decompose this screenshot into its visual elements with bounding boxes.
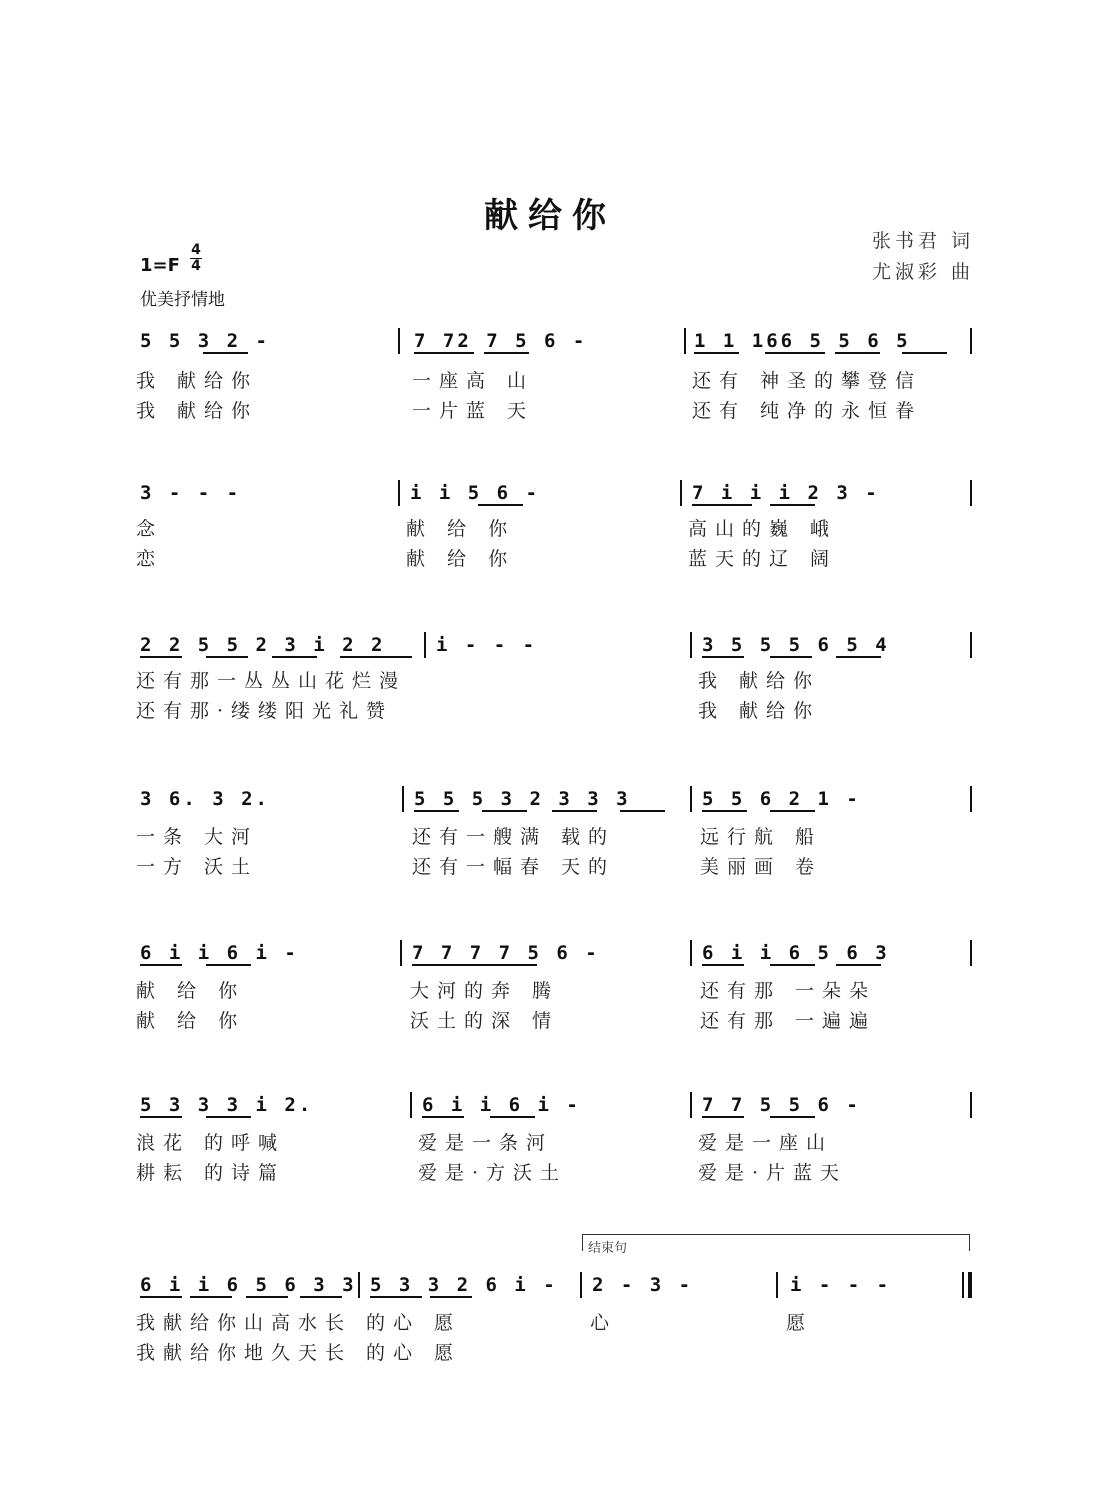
barline [400, 940, 402, 966]
lyric-v2: 我 献给你 [698, 700, 821, 722]
beam [203, 352, 248, 354]
measure-3-2: i - - - [436, 634, 538, 656]
barline [690, 632, 692, 658]
ending-label: 结束句 [588, 1241, 628, 1256]
lyric-v1: 的心 愿 [366, 1312, 462, 1334]
time-signature [190, 244, 202, 273]
lyric-v1: 我 献给你 [698, 670, 821, 692]
measure-6-3: 7 7 5 5 6 - [702, 1094, 861, 1116]
key-text: 1=F [140, 255, 180, 276]
measure-4-2: 5 5 5 3 2 3 3 3 [414, 788, 631, 810]
barline [776, 1272, 778, 1298]
beam [702, 656, 744, 658]
lyric-v1: 一条 大河 [136, 826, 259, 848]
lyric-v1: 念 [136, 518, 164, 540]
lyric-v2: 还有 纯净的永恒眷 [692, 400, 923, 422]
lyric-v1: 一座高 山 [412, 370, 535, 392]
beam [770, 656, 812, 658]
barline [690, 786, 692, 812]
tempo-marking: 优美抒情地 [140, 290, 225, 310]
measure-4-3: 5 5 6 2 1 - [702, 788, 861, 810]
beam [836, 964, 881, 966]
beam [206, 1116, 251, 1118]
lyric-v2: 我献给你地久天长 [136, 1342, 353, 1364]
beam [140, 1116, 182, 1118]
system-4 [0, 788, 1100, 928]
lyric-v1: 愿 [786, 1312, 814, 1334]
beam [140, 656, 182, 658]
beam [694, 352, 739, 354]
lyric-v1: 我献给你山高水长 [136, 1312, 353, 1334]
barline [402, 786, 404, 812]
lyric-v1: 还有 神圣的攀登信 [692, 370, 923, 392]
beam [770, 810, 815, 812]
barline [398, 328, 400, 354]
beam [702, 964, 744, 966]
lyric-v2: 爱是·方沃土 [418, 1162, 568, 1184]
final-barline-thick [968, 1272, 972, 1298]
beam [140, 964, 182, 966]
lyric-v1: 远行航 船 [700, 826, 823, 848]
barline [680, 480, 682, 506]
composer-credit: 尤淑彩 曲 [872, 261, 975, 283]
beam [414, 810, 459, 812]
barline [970, 786, 972, 812]
lyricist-credit: 张书君 词 [872, 230, 975, 252]
beam [765, 352, 825, 354]
beam [835, 352, 880, 354]
lyric-v1: 爱是一座山 [698, 1132, 834, 1154]
beam [430, 1296, 472, 1298]
lyric-v1: 爱是一条河 [418, 1132, 554, 1154]
system-3 [0, 634, 1100, 774]
final-barline-thin [962, 1272, 964, 1298]
measure-6-1: 5 3 3 3 i 2. [140, 1094, 314, 1116]
measure-2-1: 3 - - - [140, 482, 242, 504]
lyric-v2: 的心 愿 [366, 1342, 462, 1364]
beam [620, 810, 665, 812]
lyric-v2: 还有一幅春 天的 [412, 856, 616, 878]
barline [690, 1092, 692, 1118]
measure-7-2: 5 3 3 2 6 i - [370, 1274, 558, 1296]
system-2 [0, 482, 1100, 622]
system-6 [0, 1094, 1100, 1234]
beam [770, 964, 815, 966]
lyric-v1: 献 给 你 [406, 518, 516, 540]
beam [902, 352, 947, 354]
lyric-v2: 沃土的深 情 [410, 1010, 560, 1032]
time-bottom: 4 [191, 258, 201, 274]
beam [702, 810, 747, 812]
time-top: 4 [191, 242, 201, 258]
lyric-v2: 我 献给你 [136, 400, 259, 422]
measure-3-3: 3 5 5 5 6 5 4 [702, 634, 890, 656]
beam [478, 504, 523, 506]
system-7 [0, 1241, 1100, 1384]
lyric-v2: 一方 沃土 [136, 856, 259, 878]
measure-4-1: 3 6. 3 2. [140, 788, 270, 810]
measure-1-3: 1 1 166 5 5 6 5 [694, 330, 911, 352]
barline [358, 1272, 360, 1298]
beam [206, 656, 248, 658]
lyric-v2: 爱是·片蓝天 [698, 1162, 848, 1184]
barline [690, 940, 692, 966]
ending-bracket [582, 1234, 970, 1251]
lyric-v2: 蓝天的辽 阔 [688, 548, 838, 570]
beam [422, 1116, 464, 1118]
lyric-v2: 恋 [136, 548, 164, 570]
measure-1-1: 5 5 3 2 - [140, 330, 270, 352]
lyric-v2: 美丽画 卷 [700, 856, 823, 878]
lyric-v2: 一片蓝 天 [412, 400, 535, 422]
beam [340, 656, 412, 658]
lyric-v1: 心 [590, 1312, 618, 1334]
barline [398, 480, 400, 506]
beam [484, 352, 529, 354]
barline [970, 632, 972, 658]
lyric-v1: 献 给 你 [136, 980, 246, 1002]
beam [490, 1116, 535, 1118]
lyric-v1: 浪花 的呼喊 [136, 1132, 286, 1154]
lyric-v1: 还有那 一朵朵 [700, 980, 877, 1002]
system-5 [0, 942, 1100, 1082]
lyric-v2: 献 给 你 [406, 548, 516, 570]
lyric-v1: 还有一艘满 载的 [412, 826, 616, 848]
beam [206, 964, 251, 966]
barline [970, 1092, 972, 1118]
measure-6-2: 6 i i 6 i - [422, 1094, 581, 1116]
measure-5-3: 6 i i 6 5 6 3 [702, 942, 890, 964]
barline [970, 328, 972, 354]
lyric-v1: 还有那一丛丛山花烂漫 [136, 670, 407, 692]
beam [692, 504, 752, 506]
measure-5-2: 7 7 7 7 5 6 - [412, 942, 600, 964]
beam [246, 1296, 288, 1298]
beam [370, 1296, 422, 1298]
beam [770, 504, 815, 506]
key-signature [140, 255, 180, 276]
beam [300, 1296, 342, 1298]
song-title: 献给你 [484, 196, 616, 236]
beam [770, 1116, 815, 1118]
barline [424, 632, 426, 658]
lyric-v2: 还有那·缕缕阳光礼赞 [136, 700, 394, 722]
beam [552, 810, 597, 812]
lyric-v1: 我 献给你 [136, 370, 259, 392]
beam [482, 810, 527, 812]
measure-1-2: 7 72 7 5 6 - [414, 330, 588, 352]
measure-2-3: 7 i i i 2 3 - [692, 482, 880, 504]
lyric-v2: 耕耘 的诗篇 [136, 1162, 286, 1184]
measure-7-1: 6 i i 6 5 6 3 3 [140, 1274, 357, 1296]
beam [702, 1116, 744, 1118]
beam [190, 1296, 232, 1298]
barline [970, 940, 972, 966]
barline [684, 328, 686, 354]
barline [410, 1092, 412, 1118]
system-1 [0, 330, 1100, 470]
barline [580, 1272, 582, 1298]
beam [414, 352, 474, 354]
lyric-v2: 还有那 一遍遍 [700, 1010, 877, 1032]
measure-5-1: 6 i i 6 i - [140, 942, 299, 964]
lyric-v1: 高山的巍 峨 [688, 518, 838, 540]
beam [140, 1296, 182, 1298]
measure-2-2: i i 5 6 - [410, 482, 540, 504]
beam [412, 964, 537, 966]
lyric-v2: 献 给 你 [136, 1010, 246, 1032]
barline [970, 480, 972, 506]
measure-7-4: i - - - [790, 1274, 892, 1296]
beam [836, 656, 881, 658]
measure-3-1: 2 2 5 5 2 3 i 2 2 [140, 634, 386, 656]
lyric-v1: 大河的奔 腾 [410, 980, 560, 1002]
beam [272, 656, 317, 658]
measure-7-3: 2 - 3 - [592, 1274, 694, 1296]
